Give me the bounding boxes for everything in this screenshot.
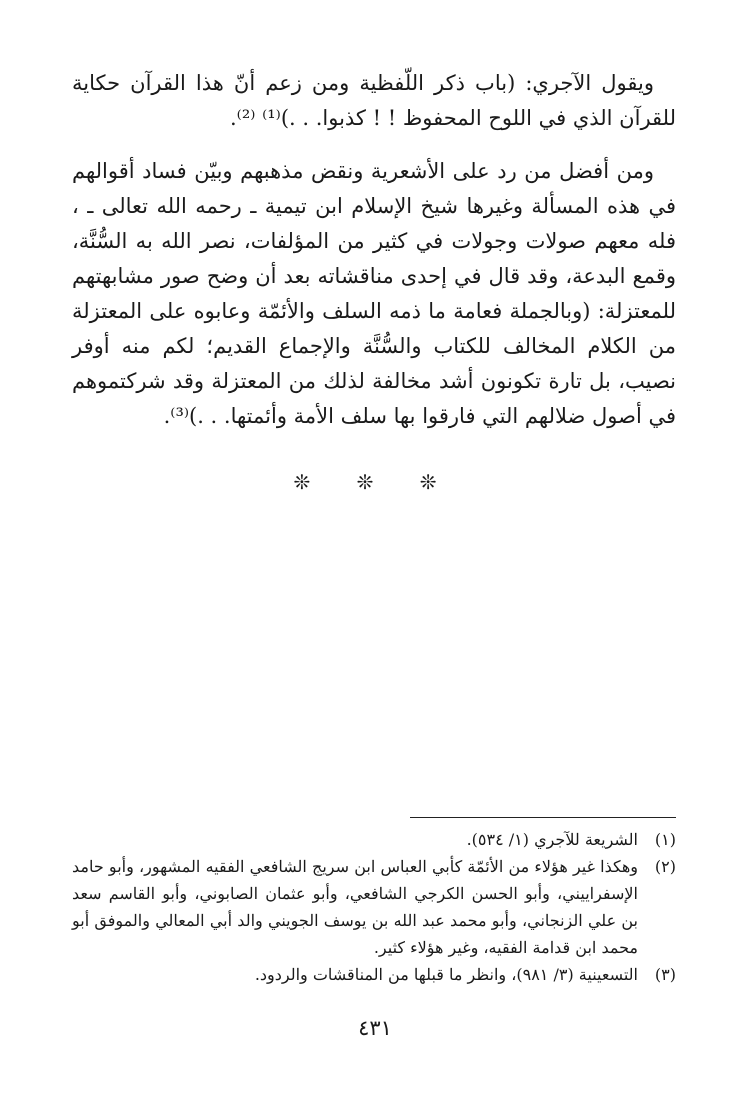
footnote-number: (٣) xyxy=(654,965,676,984)
separator-star-icon: ❊ xyxy=(293,470,331,494)
section-separator xyxy=(0,470,750,494)
separator-star-icon: ❊ xyxy=(419,470,457,494)
main-text xyxy=(72,66,676,452)
footnote-divider xyxy=(410,817,676,818)
footnote-text: التسعينية (٣/ ٩٨١)، وانظر ما قبلها من المناقشات والردود. xyxy=(254,965,638,984)
footnote-1 xyxy=(72,826,676,853)
page-number: ٤٣١ xyxy=(358,1016,392,1040)
footnote-text: وهكذا غير هؤلاء من الأئمّة كأبي العباس ابن سريج الشافعي الفقيه المشهور، وأبو حامد الإسفراييني، وأبو الحسن الكرجي الشافعي، وأبو عثمان الصابوني، وأبو القاسم سعد بن علي الزنجاني، وأبو محمد عبد الله بن يوسف الجويني والد أبي المعالي والموفق أبو محمد ابن قدامة الفقيه، وغير هؤلاء كثير. xyxy=(72,857,639,957)
separator-star-icon: ❊ xyxy=(356,470,394,494)
footnote-3 xyxy=(72,961,676,988)
footnote-number: (٢) xyxy=(654,857,676,876)
footnote-number: (١) xyxy=(654,830,676,849)
paragraph-ajurri-quote: ويقول الآجري: (باب ذكر اللّفظية ومن زعم أنّ هذا القرآن حكاية للقرآن الذي في اللوح المحفوظ ! ! كذبوا. . .)⁽¹⁾ ⁽²⁾. xyxy=(72,71,676,130)
paragraph-ibn-taymiyya: ومن أفضل من رد على الأشعرية ونقض مذهبهم وبيّن فساد أقوالهم في هذه المسألة وغيرها شيخ الإسلام ابن تيمية ـ رحمه الله تعالى ـ ، فله معهم صولات وجولات في كثير من المؤلفات، نصر الله به السُّنَّة، وقمع البدعة، وقد قال في إحدى مناقشاته بعد أن وضح صور مشابهتهم للمعتزلة: (وبالجملة فعامة ما ذمه السلف والأئمّة وعابوه على المعتزلة من الكلام المخالف للكتاب والسُّنَّة والإجماع القديم؛ لكم منه أوفر نصيب، بل تارة تكونون أشد مخالفة لذلك من المعتزلة وقد شركتموهم في أصول ضلالهم التي فارقوا بها سلف الأمة وأئمتها. . .)⁽³⁾. xyxy=(72,159,676,428)
footnotes xyxy=(72,826,676,988)
footnote-text: الشريعة للآجري (١/ ٥٣٤). xyxy=(466,830,638,849)
footnote-2 xyxy=(72,853,676,961)
